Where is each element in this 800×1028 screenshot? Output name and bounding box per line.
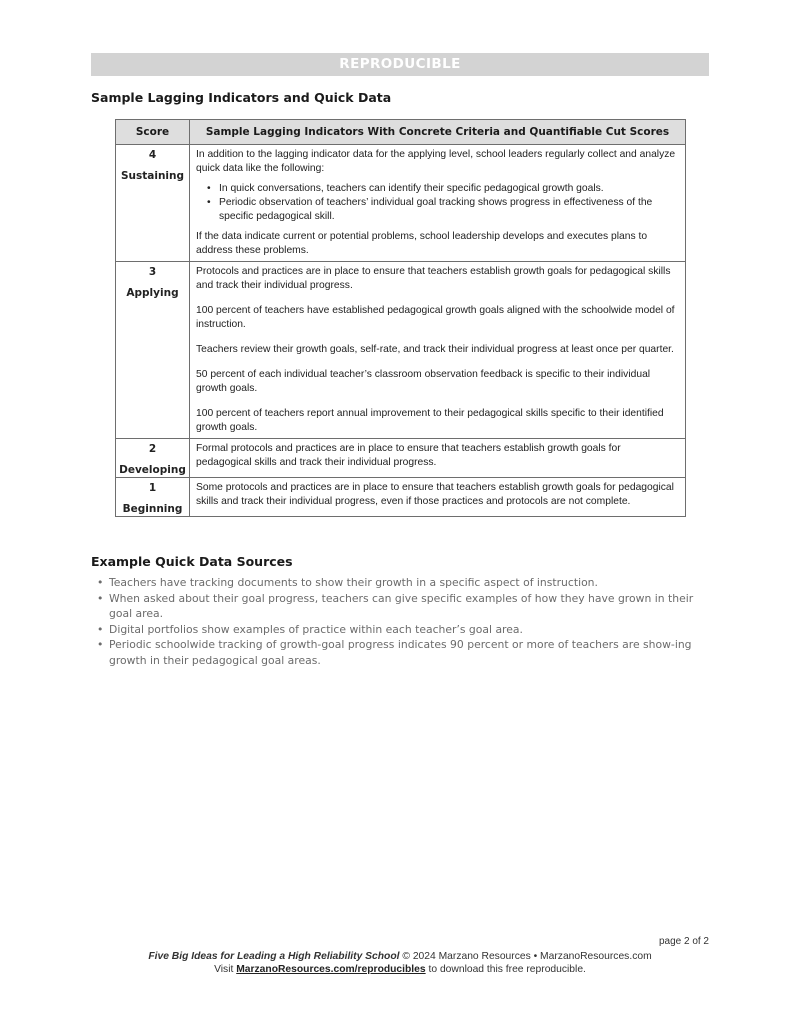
description-bullets — [196, 182, 679, 224]
score-number: 1 — [148, 482, 157, 494]
table-row-beginning — [116, 478, 686, 517]
footer-line-1 — [0, 950, 800, 963]
score-number: 2 — [148, 443, 157, 455]
table-row-applying — [116, 262, 686, 439]
score-cell — [116, 439, 190, 478]
copyright-text: © 2024 Marzano Resources • MarzanoResources.com — [399, 951, 652, 962]
score-cell — [116, 478, 190, 517]
description-paragraph: Protocols and practices are in place to ensure that teachers establish growth goals for pedagogical skills and track their individual progress. — [196, 266, 671, 291]
score-number: 3 — [148, 266, 157, 278]
table-row-developing — [116, 439, 686, 478]
section-title-lagging-indicators: Sample Lagging Indicators and Quick Data — [91, 90, 392, 105]
description-paragraph: 100 percent of teachers have established pedagogical growth goals aligned with the schoolwide model of instruction. — [196, 305, 675, 330]
page-number: page 2 of 2 — [658, 936, 709, 947]
description-cell — [190, 478, 686, 517]
description-cell — [190, 439, 686, 478]
description-text: Formal protocols and practices are in place to ensure that teachers establish growth goals for pedagogical skills and track their individual progress. — [196, 443, 621, 468]
page-footer — [0, 950, 800, 976]
header-score: Score — [116, 120, 190, 145]
list-item: • Periodic schoolwide tracking of growth-goal progress indicates 90 percent or more of teachers are show-ing growth in their pedagogical goal areas. — [95, 637, 705, 668]
score-cell — [116, 145, 190, 262]
score-level: Beginning — [122, 503, 183, 515]
visit-text: Visit — [214, 964, 237, 975]
table-row-sustaining — [116, 145, 686, 262]
description-cell — [190, 262, 686, 439]
download-text: to download this free reproducible. — [425, 964, 586, 975]
book-title: Five Big Ideas for Leading a High Reliability School — [148, 951, 400, 962]
quick-data-sources-list — [95, 575, 705, 668]
description-paragraph: Teachers review their growth goals, self-rate, and track their individual progress at least once per quarter. — [196, 344, 674, 355]
score-cell — [116, 262, 190, 439]
description-intro: In addition to the lagging indicator data for the applying level, school leaders regularly collect and analyze quick data like the following: — [196, 149, 676, 174]
header-indicators: Sample Lagging Indicators With Concrete Criteria and Quantifiable Cut Scores — [190, 120, 686, 145]
bullet-item: • In quick conversations, teachers can identify their specific pedagogical growth goals. — [207, 182, 679, 196]
score-level: Developing — [119, 464, 186, 476]
description-cell — [190, 145, 686, 262]
score-number: 4 — [148, 149, 157, 161]
bullet-item: • Periodic observation of teachers’ individual goal tracking shows progress in effectiveness of the specific pedagogical skill. — [207, 196, 679, 224]
description-paragraph: 50 percent of each individual teacher’s classroom observation feedback is specific to their individual growth goals. — [196, 369, 651, 394]
footer-line-2 — [0, 963, 800, 976]
reproducible-banner: REPRODUCIBLE — [91, 53, 709, 76]
description-outro: If the data indicate current or potential problems, school leadership develops and executes plans to address these problems. — [196, 231, 648, 256]
description-text: Some protocols and practices are in place to ensure that teachers establish growth goals for pedagogical skills and track their individual progress, even if those practices and protocols are not complete. — [196, 482, 674, 507]
reproducibles-link[interactable]: MarzanoResources.com/reproducibles — [236, 964, 426, 975]
description-paragraph: 100 percent of teachers report annual improvement to their pedagogical skills specific to their identified growth goals. — [196, 408, 664, 433]
lagging-indicators-table — [115, 119, 686, 517]
list-item: • Teachers have tracking documents to show their growth in a specific aspect of instruction. — [95, 575, 705, 591]
score-level: Sustaining — [120, 170, 185, 182]
list-item: • When asked about their goal progress, teachers can give specific examples of how they have grown in their goal area. — [95, 591, 705, 622]
score-level: Applying — [126, 287, 179, 299]
section-title-quick-data-sources: Example Quick Data Sources — [91, 554, 293, 569]
table-header-row — [116, 120, 686, 145]
list-item: • Digital portfolios show examples of practice within each teacher’s goal area. — [95, 622, 705, 638]
